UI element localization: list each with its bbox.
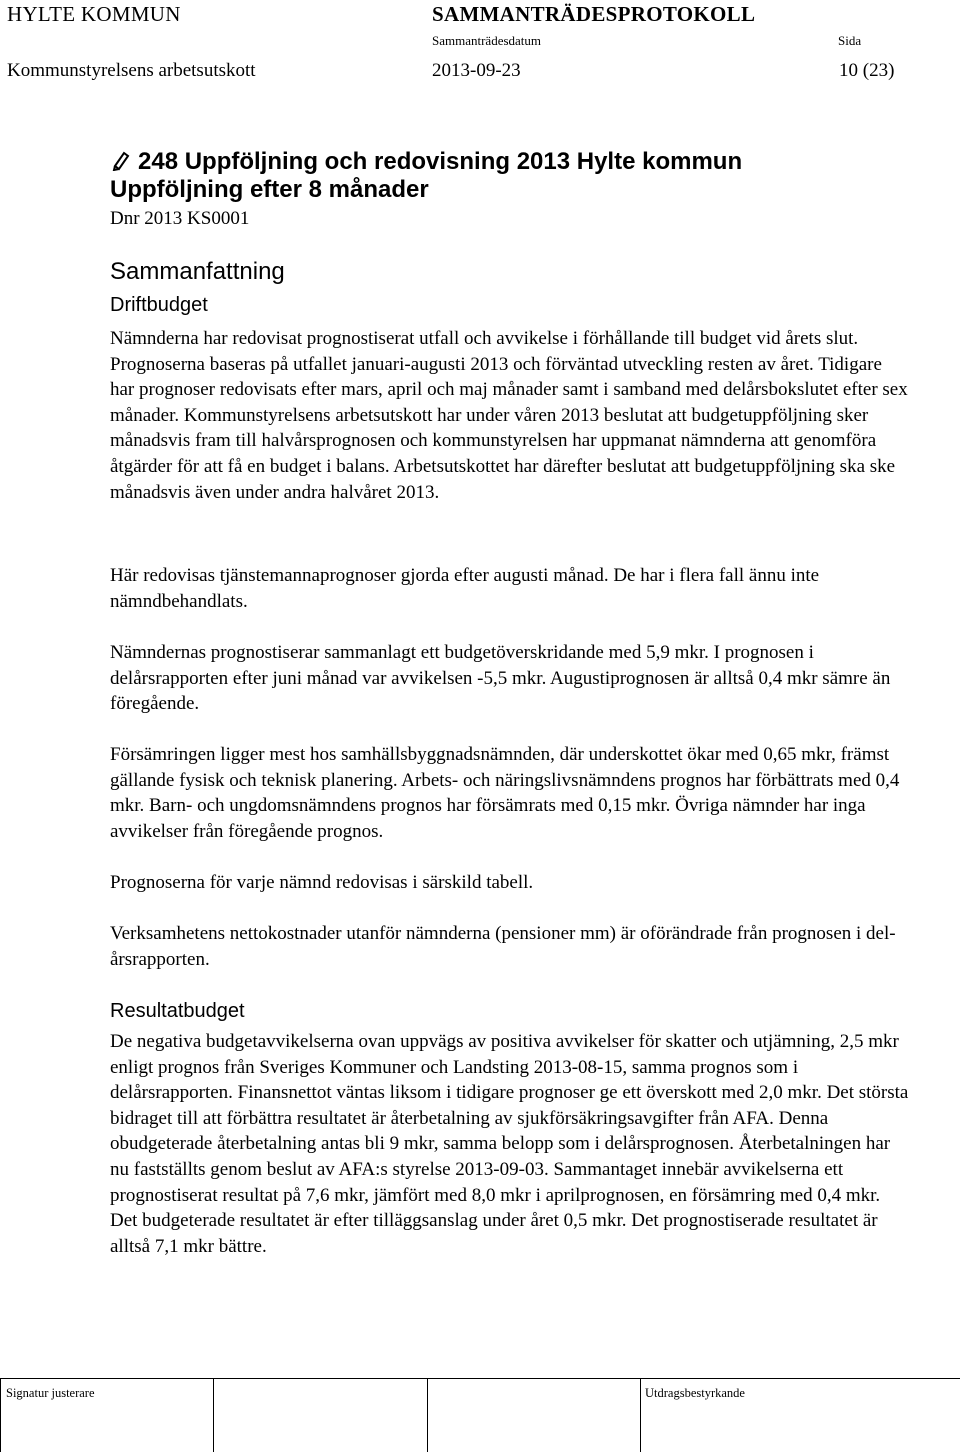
page-label: Sida (838, 33, 862, 48)
footer-box-divider (640, 1378, 641, 1452)
extract-label: Utdragsbestyrkande (645, 1386, 745, 1400)
meeting-date: 2013-09-23 (432, 60, 521, 81)
footer-box-divider (427, 1378, 428, 1452)
footer-box-divider (213, 1378, 214, 1452)
drift-heading: Driftbudget (110, 294, 208, 316)
paragraph: Försämringen ligger mest hos samhällsbyggnadsnämnden, där underskottet ökar med 0,65 mkr, främst gällande fysisk och teknisk planering. Arbets- och näringslivsnämndens prognos har förbättrats med 0,4 mkr. Barn- och ungdomsnämndens prognos har försämrats med 0,15 mkr. Övriga nämnder har inga avvikelser från föregående prognos. (110, 744, 900, 842)
summary-paragraph-6 (110, 921, 910, 972)
summary-heading: Sammanfattning (110, 258, 285, 285)
result-heading: Resultatbudget (110, 1000, 245, 1022)
document-type: SAMMANTRÄDESPROTOKOLL (432, 2, 756, 26)
item-title-row (110, 148, 742, 176)
drift-section (110, 294, 910, 317)
summary-paragraph-1 (110, 326, 910, 505)
paragraph: Verksamhetens nettokostnader utanför nämnderna (pensioner mm) är oförändrade från prognosen i del-årsrapporten. (110, 923, 896, 970)
paragraph: Prognoserna för varje nämnd redovisas i särskild tabell. (110, 872, 534, 893)
result-paragraph-block (110, 1029, 910, 1259)
summary-paragraph-5 (110, 870, 910, 896)
summary-paragraph-3 (110, 640, 910, 717)
paragraph: Nämnderna har redovisat prognostiserat utfall och avvikelse i förhållande till budget vid årets slut. Prognoserna baseras på utfallet januari-augusti 2013 och förväntad utveckling resten av året. Tidigare har prognoser redovisats efter mars, april och maj månader samt i samband med delårsbokslutet efter sex månader. Kommunstyrelsens arbetsutskott har under våren 2013 beslutat att budgetuppföljning sker månadsvis fram till halvårsprognosen och kommunstyrelsen har uppmanat nämnderna att genomföra åtgärder för att få en budget i balans. Arbetsutskottet har därefter beslutat att budgetuppföljning ska ske månadsvis även under andra halvåret 2013. (110, 328, 908, 503)
committee-name: Kommunstyrelsens arbetsutskott (7, 60, 256, 81)
summary-paragraph-4 (110, 742, 910, 844)
footer-box-left (0, 1378, 1, 1452)
item-title: 248 Uppföljning och redovisning 2013 Hylte kommun (138, 148, 743, 175)
paragraph: Här redovisas tjänstemannaprognoser gjorda efter augusti månad. De har i flera fall ännu inte nämndbehandlats. (110, 565, 820, 612)
paragraph: Nämndernas prognostiserar sammanlagt ett budgetöverskridande med 5,9 mkr. I prognosen i delårsrapporten efter juni månad var avvikelsen -5,5 mkr. Augustiprognosen är alltså 0,4 mkr sämre än föregående. (110, 642, 891, 715)
summary-paragraph-2 (110, 563, 910, 614)
item-subtitle: Uppföljning efter 8 månader (110, 176, 429, 203)
diary-number: Dnr 2013 KS0001 (110, 208, 250, 229)
footer-divider (0, 1378, 960, 1379)
result-section (110, 1000, 910, 1023)
signature-label: Signatur justerare (6, 1386, 95, 1400)
pen-icon (110, 149, 132, 171)
paragraph: De negativa budgetavvikelserna ovan uppvägs av positiva avvikelser för skatter och utjämning, 2,5 mkr enligt prognos från Sveriges Kommuner och Landsting 2013-08-15, samma prognos som i delårsrapporten. Finansnettot väntas liksom i tidigare prognoser ge ett överskott med 2,0 mkr. Det största bidraget till att förbättra resultatet är återbetalning av sjukförsäkringsavgifter från AFA. Denna obudgeterade återbetalning antas bli 9 mkr, samma belopp som i delårsprognosen. Återbetalningen har nu fastställts genom beslut av AFA:s styrelse 2013-09-03. Sammantaget innebär avvikelserna ett prognostiserat resultat på 7,6 mkr, jämfört med 8,0 mkr i aprilprognosen, en försämring med 0,4 mkr. Det budgeterade resultatet är efter tilläggsanslag under året 0,5 mkr. Det prognostiserade resultatet är alltså 7,1 mkr bättre. (110, 1031, 909, 1257)
organization-name: HYLTE KOMMUN (7, 2, 181, 26)
page-number: 10 (23) (839, 60, 895, 81)
meeting-date-label: Sammanträdesdatum (432, 33, 542, 48)
